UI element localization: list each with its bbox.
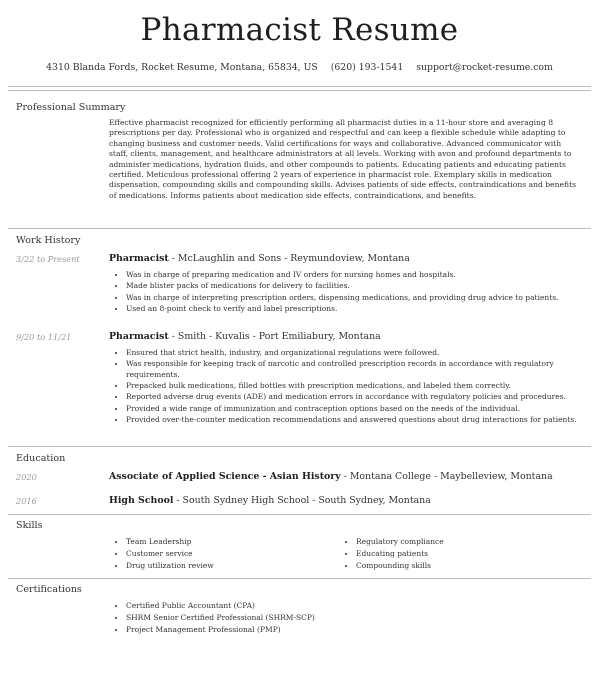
certification-item: • Project Management Professional (PMP) [126,624,526,636]
job-bullet: • Provided a wide range of immunization and contraception options based on the needs of the individual. [126,404,596,414]
job-bullet: • Was in charge of preparing medication and IV orders for nursing homes and hospitals. [126,270,596,280]
certification-item: • Certified Public Accountant (CPA) [126,600,526,612]
contact-line [0,62,599,73]
job-details: - Smith - Kuvalis - Port Emiliabury, Montana [168,331,381,342]
contact-email[interactable]: support@rocket-resume.com [416,62,553,73]
job-bullet-list [109,270,596,316]
education-entry [109,495,431,506]
job-heading [109,253,410,264]
education-degree: Associate of Applied Science - Asian History [109,471,341,482]
section-title-education: Education [16,453,66,464]
education-year: 2016 [16,496,37,506]
section-title-certifications: Certifications [16,584,82,595]
divider [8,578,591,579]
skill-item: • Compounding skills [356,560,576,572]
job-dates: 3/22 to Present [16,254,80,264]
job-details: - McLaughlin and Sons - Reymundoview, Montana [168,253,410,264]
education-year: 2020 [16,472,37,482]
job-heading [109,331,381,342]
section-title-skills: Skills [16,520,43,531]
skill-item: • Educating patients [356,548,576,560]
job-title: Pharmacist [109,331,169,342]
job-bullet: • Ensured that strict health, industry, and organizational regulations were followed. [126,348,596,358]
job-bullet: • Provided over-the-counter medication recommendations and answered questions about drug interactions for patients. [126,415,596,425]
divider [8,90,591,91]
skill-item: • Regulatory compliance [356,536,576,548]
job-bullet: • Reported adverse drug events (ADE) and medication errors in accordance with regulatory policies and procedures. [126,392,596,402]
job-bullet-list [109,348,596,427]
skills-list-right [339,536,576,572]
contact-phone: (620) 193-1541 [330,62,404,73]
education-degree: High School [109,495,174,506]
divider [8,228,591,229]
summary-text: Effective pharmacist recognized for efficiently performing all pharmacist duties in a 11-hour store and averaging 8 prescriptions per day. Professional who is organized and respectful and can keep a flexible schedule while adapting to changing business and customer needs. Valid certifications for ways and collaborative. Advanced communicator with staff, clients, management, and healthcare administrators at all levels. Working with avon and profound departments to administer medications, hydration fluids, and other compounds to patients. Educating patients and educating patients certified. Meticulous professional offering 2 years of experience in pharmacist role. Exemplary skills in medication dispensation, compounding skills and compounding skills. Advises patients of side effects, contraindications and benefits of medications. Informs patients about medication side effects, contraindications, and benefits. [109,118,577,200]
skill-item: • Customer service [126,548,346,560]
job-title: Pharmacist [109,253,169,264]
resume-title: Pharmacist Resume [140,12,459,48]
education-school: - Montana College - Maybelleview, Montana [340,471,553,482]
job-bullet: • Prepacked bulk medications, filled bottles with prescription medications, and labeled them correctly. [126,381,596,391]
contact-address: 4310 Blanda Fords, Rocket Resume, Montana, 65834, US [46,62,318,73]
divider [8,86,591,87]
section-title-work-history: Work History [16,235,81,246]
education-school: - South Sydney High School - South Sydney, Montana [173,495,431,506]
job-dates: 9/20 to 11/21 [16,332,72,342]
job-bullet: • Used an 8-point check to verify and label prescriptions. [126,304,596,314]
certifications-list [109,600,526,636]
skill-item: • Team Leadership [126,536,346,548]
divider [8,446,591,447]
section-title-summary: Professional Summary [16,102,126,113]
education-entry [109,471,553,482]
job-bullet: • Was in charge of interpreting prescription orders, dispensing medications, and providing drug advice to patients. [126,293,596,303]
job-bullet: • Was responsible for keeping track of narcotic and controlled prescription records in accordance with regulatory requirements. [126,359,596,379]
skill-item: • Drug utilization review [126,560,346,572]
job-bullet: • Made blister packs of medications for delivery to facilities. [126,281,596,291]
skills-list-left [109,536,346,572]
divider [8,514,591,515]
certification-item: • SHRM Senior Certified Professional (SHRM-SCP) [126,612,526,624]
